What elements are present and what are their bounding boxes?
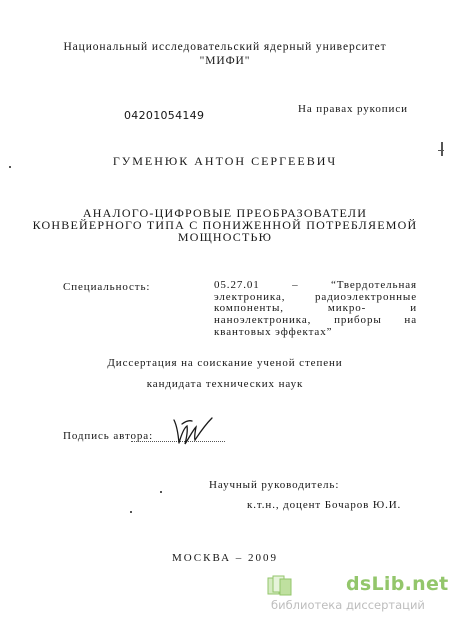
book-pages-icon xyxy=(267,575,293,597)
city-year: МОСКВА – 2009 xyxy=(171,552,279,564)
scan-speck xyxy=(160,491,162,493)
degree-line-2: кандидата технических наук xyxy=(146,378,304,390)
document-code: 04201054149 xyxy=(124,109,205,122)
degree-line-1: Диссертация на соискание ученой степени xyxy=(107,357,343,369)
university-line-2: "МИФИ" xyxy=(199,55,251,67)
author-signature xyxy=(170,410,222,452)
title-line-2: КОНВЕЙЕРНОГО ТИПА С ПОНИЖЕННОЙ ПОТРЕБЛЯЕМОЙ xyxy=(32,218,418,232)
specialty-label: Специальность: xyxy=(63,281,151,293)
supervisor-label: Научный руководитель: xyxy=(209,479,340,491)
supervisor-name: к.т.н., доцент Бочаров Ю.И. xyxy=(247,499,402,511)
dissertation-title xyxy=(0,207,450,243)
watermark xyxy=(262,573,449,617)
specialty-text: 05.27.01 – “Твердотельная электроника, радиоэлектронные компоненты, микро- и наноэлектроника, приборы на квантовых эффектах” xyxy=(214,279,417,338)
university-line-1: Национальный исследовательский ядерный университет xyxy=(63,41,387,53)
author-name: ГУМЕНЮК АНТОН СЕРГЕЕВИЧ xyxy=(112,154,338,168)
watermark-tagline: библиотека диссертаций xyxy=(271,598,425,612)
scan-speck xyxy=(438,150,444,151)
title-line-1: АНАЛОГО-ЦИФРОВЫЕ ПРЕОБРАЗОВАТЕЛИ xyxy=(82,206,368,220)
signature-label: Подпись автора: xyxy=(63,430,154,442)
degree-statement xyxy=(0,353,450,395)
watermark-brand: dsLib.net xyxy=(346,573,449,595)
title-line-3: МОЩНОСТЬЮ xyxy=(177,230,273,244)
scan-speck xyxy=(9,166,11,168)
scan-speck xyxy=(130,511,132,513)
university-name xyxy=(0,40,450,68)
rights-note: На правах рукописи xyxy=(298,103,408,115)
scan-speck xyxy=(441,142,443,156)
